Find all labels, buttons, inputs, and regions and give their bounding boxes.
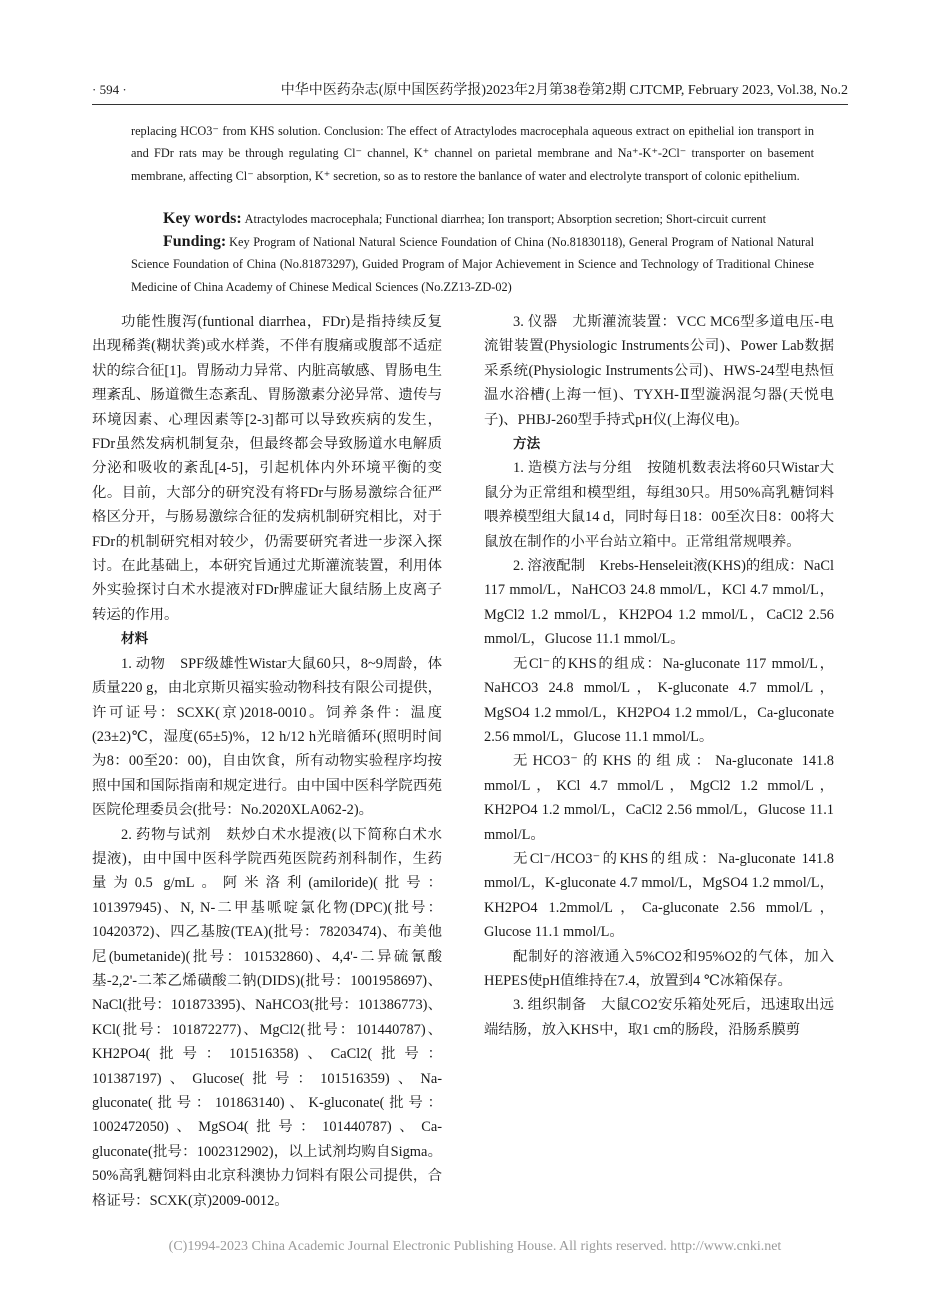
no-cl-hco3-paragraph: 无Cl⁻/HCO3⁻的KHS的组成：Na-gluconate 141.8 mmol/L，K-gluconate 4.7 mmol/L，MgSO4 1.2 mmol/L，KH2PO4 1.2mmol/L，Ca-gluconate 2.56 mmol/L，Glucose 11.1 mmol/L。	[484, 850, 834, 941]
funding-text: Key Program of National Natural Science Foundation of China (No.81830118), General Program of National Natural Science Foundation of China (No.81873297), Guided Program of Major Achievement in Science and Technology of Traditional Chinese Medicine of China Academy of Chinese Medical Sciences (No.ZZ13-ZD-02)	[131, 234, 814, 294]
keywords-funding-block	[131, 208, 814, 298]
abstract-continuation	[131, 120, 814, 187]
abstract-text: replacing HCO3⁻ from KHS solution. Conclusion: The effect of Atractylodes macrocephala aqueous extract on epithelial ion transport in and FDr rats may be through regulating Cl⁻ channel, K⁺ channel on parietal membrane and Na⁺-K⁺-2Cl⁻ transporter on basement membrane, affecting Cl⁻ absorption, K⁺ secretion, so as to restore the banlance of water and electrolyte transport of colonic epithelium.	[131, 124, 814, 183]
keywords-text: Atractylodes macrocephala; Functional diarrhea; Ion transport; Absorption secretion; Short-circuit current	[244, 212, 767, 226]
page-number: · 594 ·	[92, 82, 127, 97]
instruments-paragraph: 3. 仪器 尤斯灌流装置：VCC MC6型多道电压-电流钳装置(Physiologic Instruments公司)、Power Lab数据采系统(Physiologic Instruments公司)、HWS-24型电热恒温水浴槽(上海一恒)、TYXH-Ⅱ型漩涡混匀器(天悦电子)、PHBJ-260型手持式pH仪(上海仪电)。	[484, 314, 834, 428]
no-hco3-paragraph: 无HCO3⁻的KHS的组成：Na-gluconate 141.8 mmol/L，KCl 4.7 mmol/L，MgCl2 1.2 mmol/L，KH2PO4 1.2 mmol/L，CaCl2 2.56 mmol/L，Glucose 11.1 mmol/L。	[484, 753, 834, 843]
animals-paragraph: 1. 动物 SPF级雄性Wistar大鼠60只，8~9周龄，体质量220 g，由北京斯贝福实验动物科技有限公司提供，许可证号：SCXK(京)2018-0010。饲养条件：温度(23±2)℃，湿度(65±5)%，12 h/12 h光暗循环(照明时间为8：00至20：00)，自由饮食，所有动物实验程序均按照中国和国际指南和规定进行。由中国中医科学院西苑医院伦理委员会(批号：No.2020XLA062-2)。	[92, 655, 442, 819]
modeling-paragraph: 1. 造模方法与分组 按随机数表法将60只Wistar大鼠分为正常组和模型组，每组30只。用50%高乳糖饲料喂养模型组大鼠14 d，同时每日18：00至次日8：00将大鼠放在制作的小平台站立箱中。正常组常规喂养。	[484, 460, 834, 550]
journal-header: 中华中医药杂志(原中国医药学报)2023年2月第38卷第2期 CJTCMP, February 2023, Vol.38, No.2	[280, 83, 848, 98]
copyright-footer: (C)1994-2023 China Academic Journal Electronic Publishing House. All rights reserved. http://www.cnki.net	[168, 1239, 782, 1254]
no-cl-paragraph: 无Cl⁻的KHS的组成：Na-gluconate 117 mmol/L，NaHCO3 24.8 mmol/L，K-gluconate 4.7 mmol/L，MgSO4 1.2 mmol/L，KH2PO4 1.2 mmol/L，Ca-gluconate 2.56 mmol/L，Glucose 11.1 mmol/L。	[484, 655, 834, 745]
intro-paragraph: 功能性腹泻(funtional diarrhea，FDr)是指持续反复出现稀粪(糊状粪)或水样粪，不伴有腹痛或腹部不适症状的综合征[1]。胃肠动力异常、内脏高敏感、胃肠电生理紊乱、肠道微生态紊乱、胃肠激素分泌异常、遗传与环境因素、心理因素等[2-3]都可以导致疾病的发生，FDr虽然发病机制复杂，但最终都会导致肠道水电解质分泌和吸收的紊乱[4-5]，引起机体内外环境平衡的变化。目前，大部分的研究没有将FDr与肠易激综合征严格区分开，与肠易激综合征的发病机制研究相比，对于FDr的机制研究相对较少，仍需要研究者进一步深入探讨。在此基础上，本研究旨通过尤斯灌流装置，利用体外实验探讨白术水提液对FDr脾虚证大鼠结肠上皮离子转运的作用。	[92, 314, 442, 623]
funding	[131, 231, 814, 299]
keywords-label: Key words:	[163, 210, 242, 227]
materials-heading: 材料	[121, 631, 149, 648]
keywords	[163, 208, 814, 231]
drugs-paragraph: 2. 药物与试剂 麸炒白术水提液(以下简称白术水提液)，由中国中医科学院西苑医院药剂科制作，生药量为0.5 g/mL。阿米洛利(amiloride)(批号：101397945)、N, N-二甲基哌啶氯化物(DPC)(批号：10420372)、四乙基胺(TEA)(批号：78203474)、布美他尼(bumetanide)(批号：101532860)、4,4'-二异硫氰酸基-2,2'-二苯乙烯磺酸二钠(DIDS)(批号：1001958697)、NaCl(批号：101873395)、NaHCO3(批号：101386773)、KCl(批号：101872277)、MgCl2(批号：101440787)、KH2PO4(批号：101516358)、CaCl2(批号：101387197)、Glucose(批号：101516359)、Na-gluconate(批号：101863140)、K-gluconate(批号：1002472050)、MgSO4(批号：101440787)、Ca-gluconate(批号：1002312902)，以上试剂均购自Sigma。50%高乳糖饲料由北京科澳协力饲料有限公司提供，合格证号：SCXK(京)2009-0012。	[92, 826, 442, 1209]
header-divider	[92, 104, 848, 105]
gas-paragraph: 配制好的溶液通入5%CO2和95%O2的气体，加入HEPES使pH值维持在7.4，放置到4 ℃冰箱保存。	[484, 948, 834, 989]
funding-label: Funding:	[163, 232, 227, 250]
tissue-paragraph: 3. 组织制备 大鼠CO2安乐箱处死后，迅速取出远端结肠，放入KHS中，取1 cm的肠段，沿肠系膜剪	[484, 997, 834, 1038]
methods-heading: 方法	[513, 436, 541, 453]
solution-paragraph: 2. 溶液配制 Krebs-Henseleit液(KHS)的组成：NaCl 117 mmol/L，NaHCO3 24.8 mmol/L，KCl 4.7 mmol/L，MgCl2 1.2 mmol/L，KH2PO4 1.2 mmol/L，CaCl2 2.56 mmol/L，Glucose 11.1 mmol/L。	[484, 558, 834, 648]
body-column-left	[92, 310, 442, 1213]
body-column-right	[484, 310, 834, 1042]
